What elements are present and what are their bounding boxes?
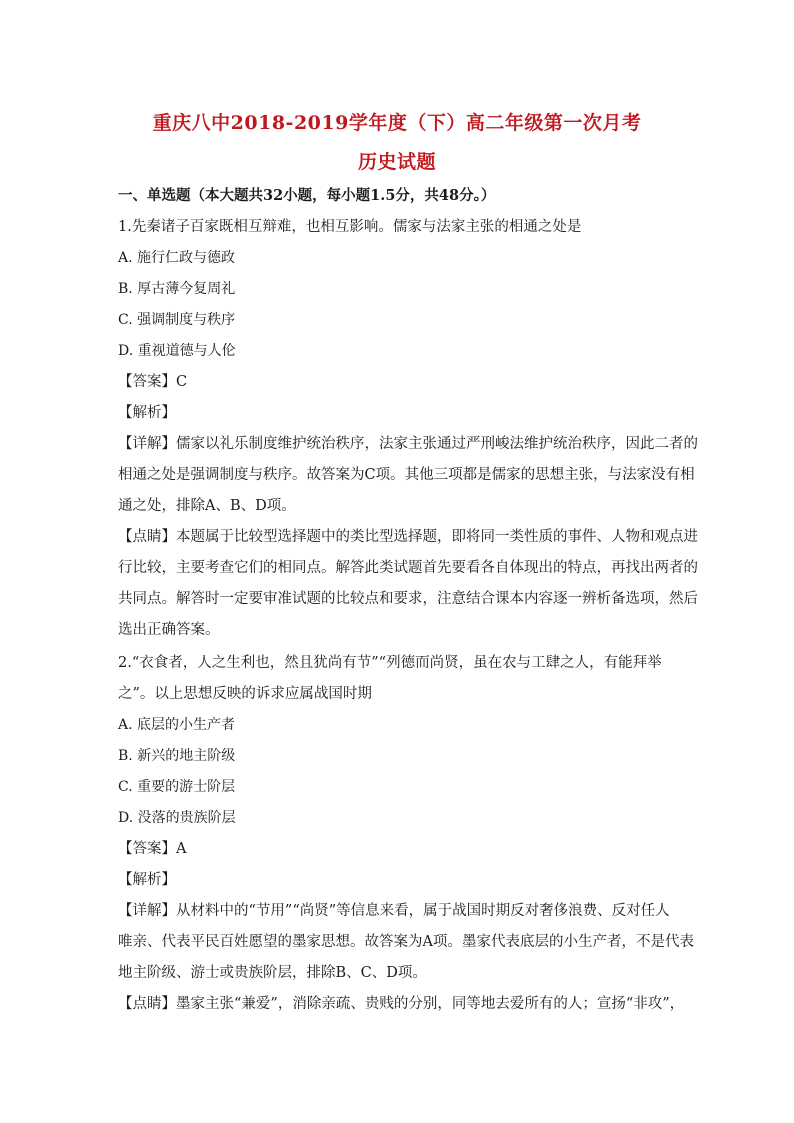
- q1-note-line: 共同点。解答时一定要审准试题的比较点和要求，注意结合课本内容逐一辨析备选项，然后: [118, 591, 698, 607]
- q2-option-d: D. 没落的贵族阶层: [118, 810, 236, 826]
- q1-option-b: B. 厚古薄今复周礼: [118, 281, 236, 297]
- q2-stem-line: 2.“衣食者，人之生利也，然且犹尚有节”“列德而尚贤，虽在农与工肆之人，有能拜举: [118, 655, 662, 671]
- q2-option-c: C. 重要的游士阶层: [118, 779, 236, 795]
- q1-answer: 【答案】C: [118, 374, 188, 390]
- q1-option-c: C. 强调制度与秩序: [118, 312, 236, 328]
- q2-answer: 【答案】A: [118, 841, 187, 857]
- q2-detail-line: 【详解】从材料中的“节用”“尚贤”等信息来看，属于战国时期反对奢侈浪费、反对任人: [118, 903, 670, 919]
- q1-detail-line: 通之处，排除A、B、D项。: [118, 498, 296, 514]
- q1-note-line: 【点睛】本题属于比较型选择题中的类比型选择题，即将同一类性质的事件、人物和观点进: [118, 529, 698, 545]
- q2-option-a: A. 底层的小生产者: [118, 717, 236, 733]
- q1-detail-line: 【详解】儒家以礼乐制度维护统治秩序，法家主张通过严刑峻法维护统治秩序，因此二者的: [118, 436, 698, 452]
- q1-option-a: A. 施行仁政与德政: [118, 250, 236, 266]
- q1-analysis-label: 【解析】: [118, 405, 176, 421]
- q1-note-line: 选出正确答案。: [118, 622, 220, 638]
- q1-option-d: D. 重视道德与人伦: [118, 343, 236, 359]
- q2-note-line: 【点睛】墨家主张“兼爱”，消除亲疏、贵贱的分别，同等地去爱所有的人；宣扬“非攻”，: [118, 996, 685, 1012]
- q2-option-b: B. 新兴的地主阶级: [118, 748, 236, 764]
- q1-note-line: 行比较，主要考查它们的相同点。解答此类试题首先要看各自体现出的特点，再找出两者的: [118, 560, 698, 576]
- exam-subtitle: 历史试题: [357, 151, 436, 173]
- q2-stem-line: 之”。以上思想反映的诉求应属战国时期: [118, 686, 372, 702]
- q2-analysis-label: 【解析】: [118, 872, 176, 888]
- section-heading: 一、单选题（本大题共32小题，每小题1.5分，共48分。）: [118, 187, 496, 204]
- q1-detail-line: 相通之处是强调制度与秩序。故答案为C项。其他三项都是儒家的思想主张，与法家没有相: [118, 467, 695, 483]
- q1-stem: 1.先秦诸子百家既相互辩难，也相互影响。儒家与法家主张的相通之处是: [118, 219, 582, 235]
- q2-detail-line: 唯亲、代表平民百姓愿望的墨家思想。故答案为A项。墨家代表底层的小生产者，不是代表: [118, 934, 694, 950]
- exam-title: 重庆八中2018-2019学年度（下）高二年级第一次月考: [152, 112, 642, 134]
- q2-detail-line: 地主阶级、游士或贵族阶层，排除B、C、D项。: [118, 965, 427, 981]
